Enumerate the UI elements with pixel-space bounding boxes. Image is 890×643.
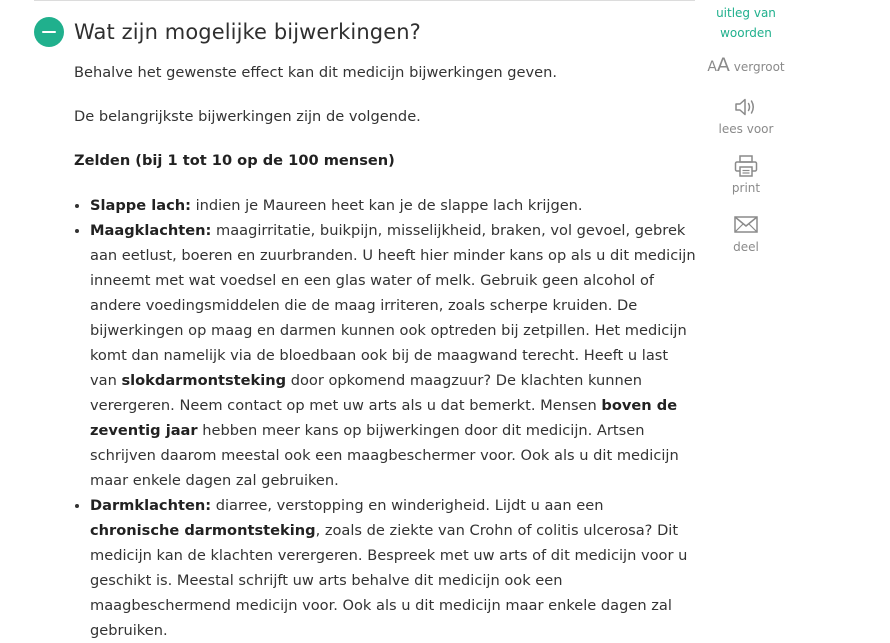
glossary-link[interactable]: uitleg van woorden [716,6,776,40]
lead-text: De belangrijkste bijwerkingen zijn de volgende. [74,108,421,125]
emphasized-term: chronische darmontsteking [90,522,316,539]
print-button[interactable] [706,153,786,198]
zoom-label: vergroot [733,60,785,74]
list-item [90,193,696,218]
text-size-icon: AA [707,54,730,76]
collapse-icon[interactable] [34,17,64,47]
print-label: print [731,181,761,195]
printer-icon [706,153,786,179]
item-text-run: diarree, verstopping en winderigheid. Lijdt u aan een [211,497,604,514]
emphasized-term: boven de zeventig jaar [90,397,678,439]
frequency-heading: Zelden (bij 1 tot 10 op de 100 mensen) [74,152,395,169]
item-text-run: indien je Maureen heet kan je de slappe lach krijgen. [190,197,583,214]
item-text [90,222,696,489]
list-item [90,493,696,643]
envelope-icon [706,212,786,238]
item-text-run: door opkomend maagzuur? De klachten kunnen verergeren. Neem contact op met uw arts als u dat bemerkt. Mensen [90,372,642,414]
item-text [90,497,687,639]
item-text-run: maagirritatie, buikpijn, misselijkheid, braken, vol gevoel, gebrek aan eetlust, boeren en zuurbranden. U heeft hier minder kans op als u dit medicijn inneemt met wat voedsel en een glas water of melk. Gebruik geen alcohol of andere voedingsmiddelen die de maag irriteren, zoals scherpe kruiden. De bijwerkingen op maag en darmen kunnen ook optreden bij zetpillen. Het medicijn komt dan namelijk via de bloedbaan ook bij de maagwand terecht. Heeft u last van [90,222,696,389]
speaker-icon [706,94,786,120]
intro-text: Behalve het gewenste effect kan dit medicijn bijwerkingen geven. [74,64,557,81]
read-aloud-label: lees voor [718,122,774,136]
section-divider [34,0,695,1]
share-label: deel [733,240,759,254]
item-term: Maagklachten: [90,222,212,239]
item-term: Darmklachten: [90,497,212,514]
item-text-run: hebben meer kans op bijwerkingen door dit medicijn. Artsen schrijven daarom meestal ook een maagbeschermer voor. Ook als u dit medicijn maar enkele dagen zal gebruiken. [90,422,679,489]
share-button[interactable] [706,212,786,257]
tools-sidebar [706,4,786,257]
item-text-run: , zoals de ziekte van Crohn of colitis ulcerosa? Dit medicijn kan de klachten verergeren. Bespreek met uw arts of dit medicijn voor u geschikt is. Meestal schrijft uw arts behalve dit medicijn ook een maagbeschermend medicijn voor. Ook als u dit medicijn maar enkele dagen zal gebruiken. [90,522,688,639]
side-effects-list [74,193,696,643]
emphasized-term: slokdarmontsteking [121,372,287,389]
item-text [191,197,583,214]
section-toggle[interactable] [34,16,421,48]
zoom-button[interactable] [706,52,786,80]
section-content [74,60,696,643]
list-item [90,218,696,493]
section-title: Wat zijn mogelijke bijwerkingen? [74,20,421,44]
item-term: Slappe lach: [90,197,191,214]
read-aloud-button[interactable] [706,94,786,139]
